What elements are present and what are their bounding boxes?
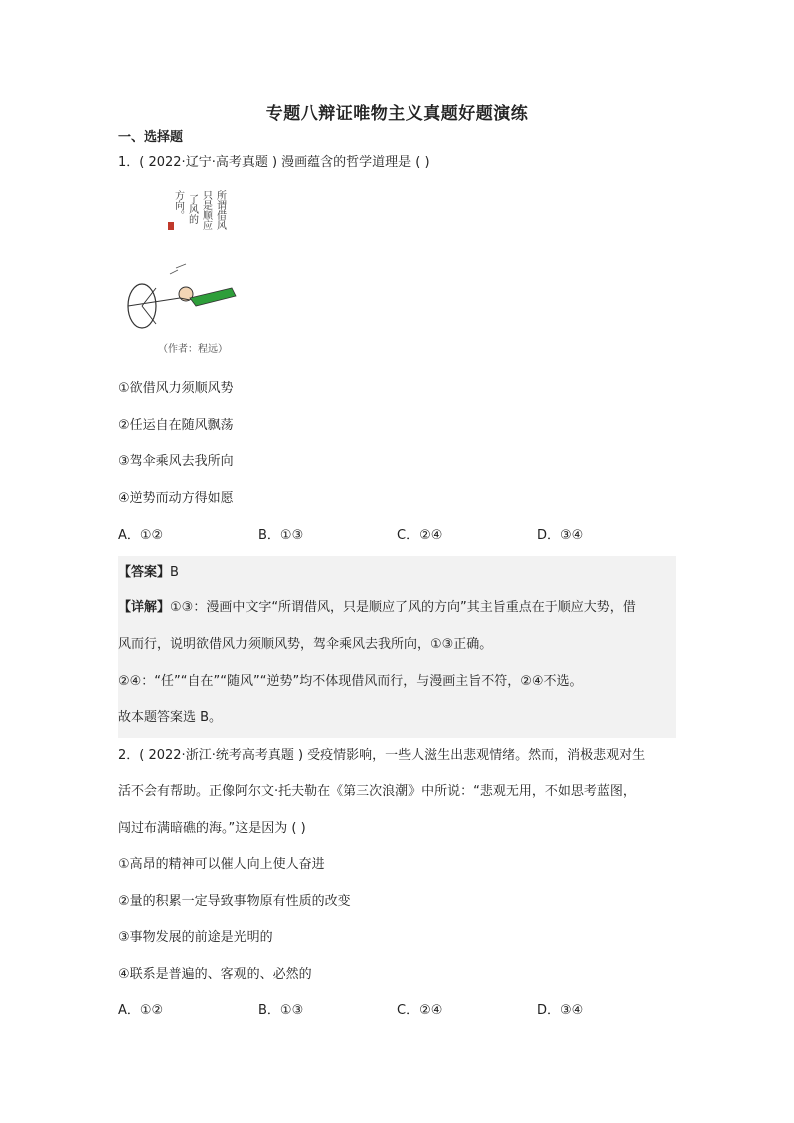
q2-statement-1: ①高昂的精神可以催人向上使人奋进: [118, 857, 325, 872]
q2-option-c: C．②④: [397, 1003, 443, 1018]
q2-statement-3: ③事物发展的前途是光明的: [118, 930, 273, 945]
detail-label: 【详解】: [118, 600, 171, 615]
detail-text-1: ①③：漫画中文字“所谓借风，只是顺应了风的方向”其主旨重点在于顺应大势，借: [170, 600, 636, 615]
cartoon-text-col-3: 了风的: [186, 194, 198, 224]
q1-detail-line-3: ②④：“任”“自在”“随风”“逆势”均不体现借风而行，与漫画主旨不符，②④不选。: [118, 674, 583, 689]
q1-detail-line-1: [118, 596, 636, 615]
q1-option-d: D．③④: [537, 528, 584, 543]
q2-stem-line-2: 活不会有帮助。正像阿尔文·托夫勒在《第三次浪潮》中所说：“悲观无用，不如思考蓝图，: [118, 784, 636, 799]
cartoon-caption: （作者：程远）: [158, 344, 228, 355]
q1-statement-3: ③驾伞乘风去我所向: [118, 454, 234, 469]
q1-detail-line-2: 风而行，说明欲借风力须顺风势，驾伞乘风去我所向，①③正确。: [118, 637, 493, 652]
page-title: 专题八辩证唯物主义真题好题演练: [265, 104, 529, 124]
cartoon-image: [120, 178, 250, 358]
q1-answer-box: [118, 556, 676, 738]
cartoon-text-col-4: 方向。: [172, 190, 184, 220]
cartoon-text-col-1: 所谓借风: [214, 190, 226, 230]
cartoon-drawing: [120, 178, 250, 338]
q2-option-b: B．①③: [258, 1003, 304, 1018]
section-heading: 一、选择题: [118, 130, 184, 145]
q2-option-d: D．③④: [537, 1003, 584, 1018]
q2-statement-4: ④联系是普遍的、客观的、必然的: [118, 967, 312, 982]
q1-option-c: C．②④: [397, 528, 443, 543]
answer-label: 【答案】: [118, 565, 171, 580]
q2-option-a: A．①②: [118, 1003, 164, 1018]
q2-stem-line-3: 闯过布满暗礁的海。”这是因为 ( ): [118, 821, 306, 836]
q2-stem-line-1: 2．( 2022·浙江·统考高考真题 ) 受疫情影响，一些人滋生出悲观情绪。然而，消极悲观对生: [118, 748, 646, 763]
q1-detail-line-4: 故本题答案选 B。: [118, 710, 223, 725]
q1-option-a: A．①②: [118, 528, 164, 543]
answer-value: B: [170, 565, 179, 580]
q1-answer-line: [118, 561, 179, 580]
q1-statement-2: ②任运自在随风飘荡: [118, 418, 234, 433]
q1-statement-4: ④逆势而动方得如愿: [118, 491, 234, 506]
cartoon-text-col-2: 只是顺应: [200, 190, 212, 230]
q1-option-b: B．①③: [258, 528, 304, 543]
q1-stem: 1．( 2022·辽宁·高考真题 ) 漫画蕴含的哲学道理是 ( ): [118, 155, 430, 170]
q1-statement-1: ①欲借风力须顺风势: [118, 381, 234, 396]
seal-stamp: [168, 222, 174, 230]
q2-statement-2: ②量的积累一定导致事物原有性质的改变: [118, 894, 351, 909]
